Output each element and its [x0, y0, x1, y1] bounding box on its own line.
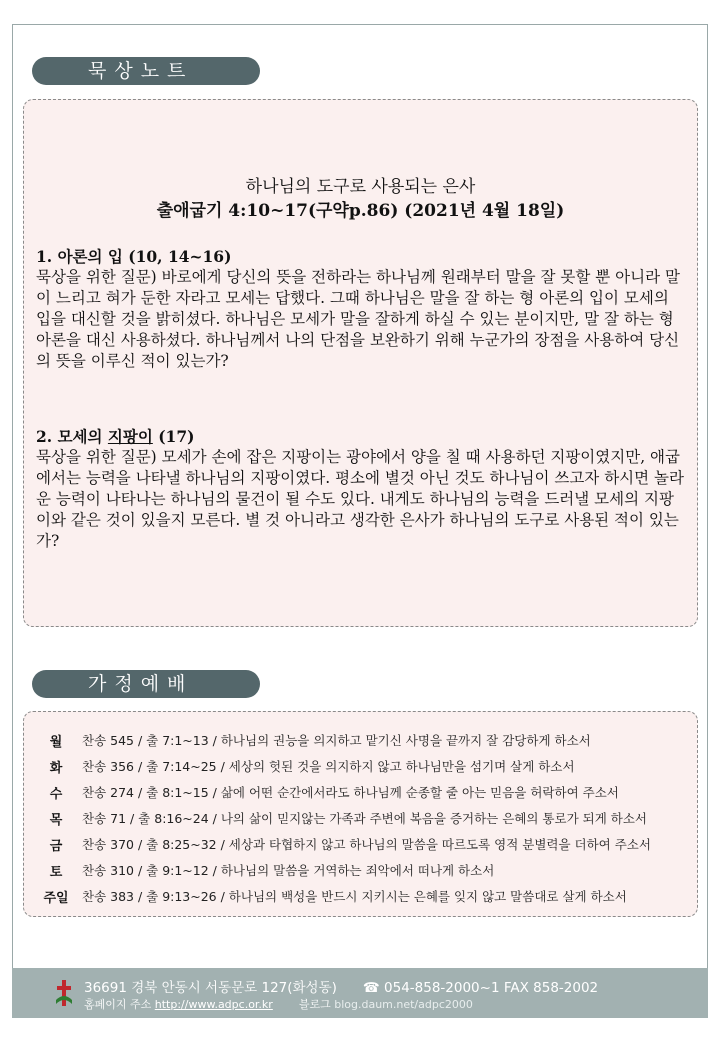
footer-blog-label: 블로그: [298, 998, 331, 1011]
question-2-body: 묵상을 위한 질문) 모세가 손에 잡은 지팡이는 광야에서 양을 칠 때 사용하던 지팡이였지만, 애굽에서는 능력을 나타낼 하나님의 지팡이였다. 평소에 별것 아닌 것도 하나님이 쓰고자 하시면 놀라운 능력이 나타나는 하나님의 물건이 될 수도 있다. 내게도 하나님의 능력을 드러낼 모세의 지팡이와 같은 것이 있을지 모른다. 별 것 아니라고 생각한 은사가 하나님의 도구로 사용된 적이 있는가?: [36, 448, 685, 550]
question-1-heading: 1. 아론의 입 (10, 14~16): [36, 247, 232, 266]
footer: [12, 968, 708, 1018]
worship-row: [24, 887, 697, 913]
footer-contact-line: [84, 976, 598, 996]
section-title-worship: 가정예배: [32, 670, 260, 698]
question-2-heading: [36, 426, 688, 447]
worship-row: [24, 861, 697, 887]
worship-day: 월: [49, 735, 63, 750]
worship-row: [24, 757, 697, 783]
worship-row: [24, 783, 697, 809]
footer-address: 36691 경북 안동시 서동문로 127(화성동): [84, 980, 337, 996]
footer-phone: ☎ 054-858-2000~1 FAX 858-2002: [362, 980, 599, 996]
worship-text: 찬송 545 / 출 7:1~13 / 하나님의 권능을 의지하고 맡기신 사명을 끝까지 잘 감당하게 하소서: [82, 733, 591, 748]
meditation-box: [23, 99, 698, 627]
section-title-meditation: 묵상노트: [32, 57, 260, 85]
meditation-reference: 출애굽기 4:10~17(구약p.86) (2021년 4월 18일): [156, 201, 565, 221]
worship-text: 찬송 356 / 출 7:14~25 / 세상의 헛된 것을 의지하지 않고 하나님만을 섬기며 살게 하소서: [82, 759, 575, 774]
footer-homepage-link[interactable]: http://www.adpc.or.kr: [154, 998, 273, 1011]
worship-row: [24, 809, 697, 835]
worship-text: 찬송 274 / 출 8:1~15 / 삶에 어떤 순간에서라도 하나님께 순종할 줄 아는 믿음을 허락하여 주소서: [82, 785, 619, 800]
worship-row: [24, 835, 697, 861]
question-2-heading-underlined: 지팡이: [107, 427, 153, 446]
footer-blog-link[interactable]: blog.daum.net/adpc2000: [334, 998, 473, 1011]
question-1: [36, 246, 688, 372]
worship-day: 토: [49, 865, 63, 880]
footer-web-line: [84, 996, 473, 1012]
question-2-heading-prefix: 2. 모세의: [36, 427, 108, 446]
question-2: [36, 426, 688, 552]
worship-text: 찬송 71 / 출 8:16~24 / 나의 삶이 믿지않는 가족과 주변에 복음을 증거하는 은혜의 통로가 되게 하소서: [82, 811, 647, 826]
question-1-body: 묵상을 위한 질문) 바로에게 당신의 뜻을 전하라는 하나님께 원래부터 말을 잘 못할 뿐 아니라 말이 느리고 혀가 둔한 자라고 모세는 답했다. 그때 하나님은 말을 잘 하는 형 아론의 입이 모세의 입을 대신할 것을 밝히셨다. 하나님은 모세가 말을 잘하게 하실 수 있는 분이지만, 말 잘 하는 형 아론을 대신 사용하셨다. 하나님께서 나의 단점을 보완하기 위해 누군가의 장점을 사용하여 당신의 뜻을 이루신 적이 있는가?: [36, 268, 681, 370]
meditation-title: 하나님의 도구로 사용되는 은사: [245, 177, 476, 197]
worship-box: [23, 711, 698, 917]
worship-row: [24, 731, 697, 757]
worship-text: 찬송 310 / 출 9:1~12 / 하나님의 말씀을 거역하는 죄악에서 떠나게 하소서: [82, 863, 495, 878]
worship-text: 찬송 383 / 출 9:13~26 / 하나님의 백성을 반드시 지키시는 은혜를 잊지 않고 말씀대로 살게 하소서: [82, 889, 627, 904]
worship-day: 목: [49, 813, 63, 828]
worship-day: 수: [49, 787, 63, 802]
worship-day: 화: [49, 761, 63, 776]
worship-day: 주일: [43, 891, 69, 906]
worship-day: 금: [49, 839, 63, 854]
question-2-heading-suffix: (17): [152, 427, 195, 446]
church-logo-icon: [54, 978, 74, 1008]
footer-homepage-label: 홈페이지 주소: [84, 998, 152, 1011]
worship-text: 찬송 370 / 출 8:25~32 / 세상과 타협하지 않고 하나님의 말씀을 따르도록 영적 분별력을 더하여 주소서: [82, 837, 651, 852]
